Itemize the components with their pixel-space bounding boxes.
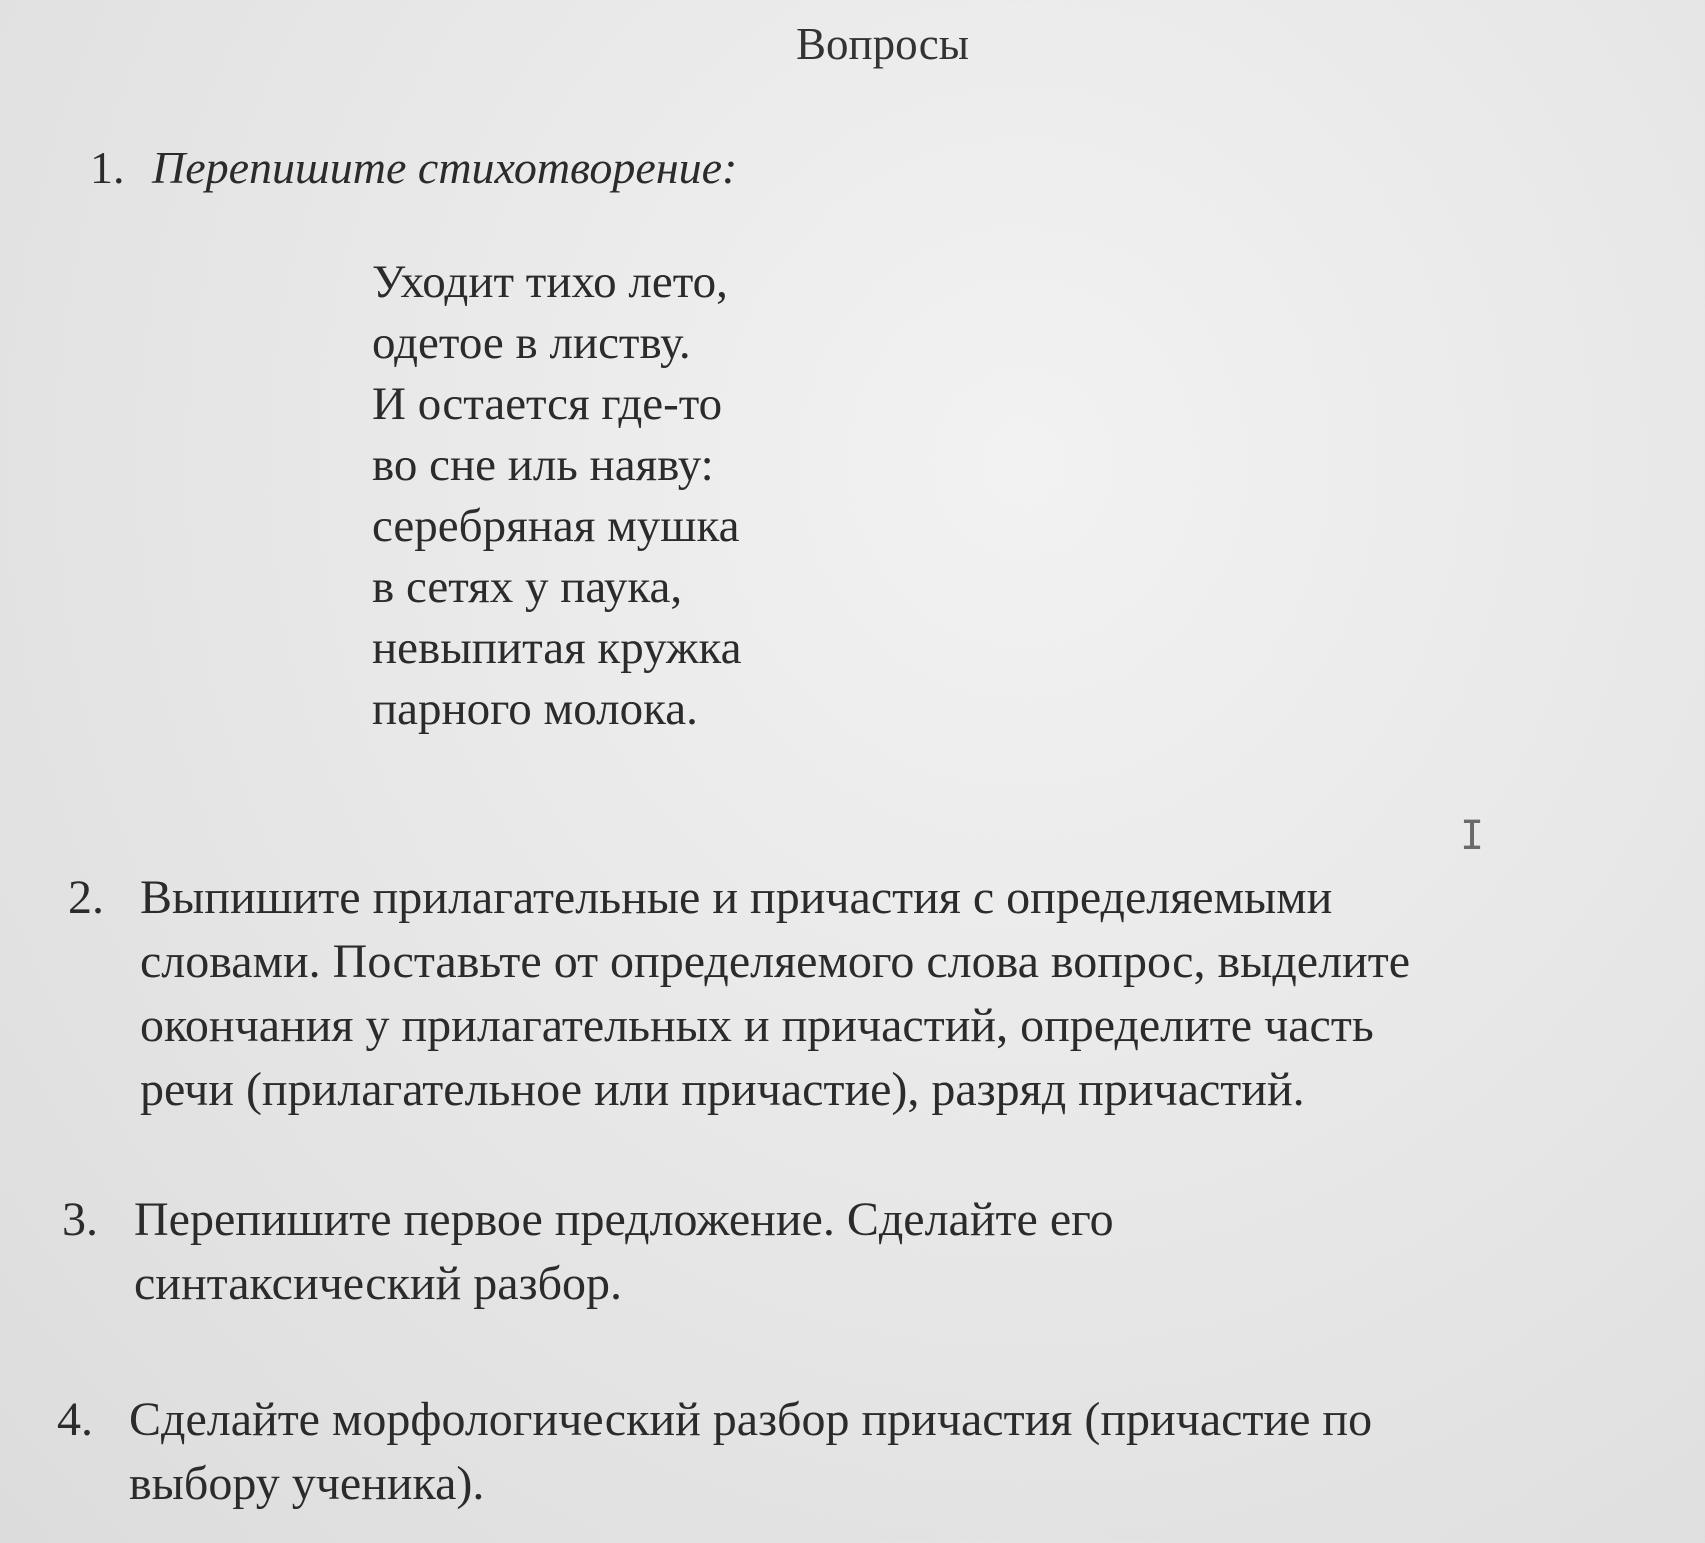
poem [372, 252, 741, 740]
question-2-line: речи (прилагательное или причастие), разряд причастий. [140, 1063, 1305, 1116]
poem-line: в сетях у паука, [372, 561, 683, 613]
question-4-line: выбору ученика). [129, 1457, 485, 1510]
question-1 [90, 138, 737, 198]
question-4-number: 4. [57, 1393, 93, 1446]
question-2-line: Выпишите прилагательные и причастия с определяемыми [140, 871, 1333, 924]
question-1-number: 1. [90, 142, 125, 193]
poem-line: во сне иль наяву: [372, 439, 714, 491]
question-4-text [129, 1388, 1372, 1516]
question-2-text [140, 866, 1410, 1122]
question-2-line: словами. Поставьте от определяемого слова вопрос, выделите [140, 935, 1411, 988]
question-3-line: синтаксический разбор. [134, 1257, 622, 1310]
question-2-line: окончания у прилагательных и причастий, определите часть [140, 999, 1374, 1052]
question-2-number: 2. [68, 871, 104, 924]
poem-line: невыпитая кружка [372, 622, 742, 674]
poem-line: парного молока. [372, 683, 698, 735]
poem-line: одетое в листву. [372, 317, 691, 369]
poem-line: Уходит тихо лето, [372, 256, 728, 308]
question-1-text: Перепишите стихотворение: [152, 142, 738, 193]
question-3-line: Перепишите первое предложение. Сделайте его [134, 1193, 1114, 1246]
question-3-text [134, 1188, 1114, 1316]
text-cursor-icon: I [1460, 813, 1485, 859]
poem-line: И остается где-то [372, 378, 723, 430]
poem-line: серебряная мушка [372, 500, 740, 552]
question-3-number: 3. [62, 1193, 98, 1246]
page-title: Вопросы [796, 19, 969, 69]
question-4-line: Сделайте морфологический разбор причастия (причастие по [129, 1393, 1373, 1446]
